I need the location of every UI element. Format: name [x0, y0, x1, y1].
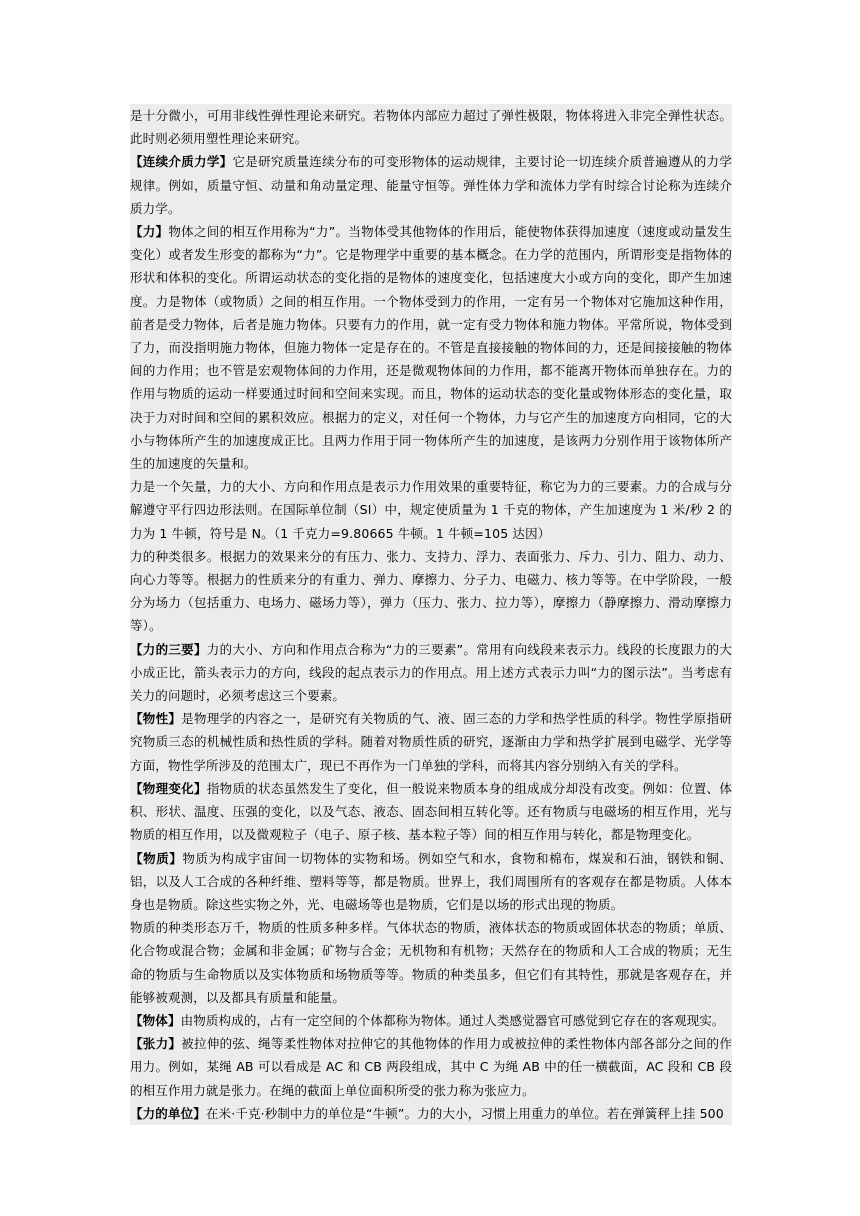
paragraph-force-types: [130, 545, 732, 638]
paragraph-text: 物质为构成宇宙间一切物体的实物和场。例如空气和水，食物和棉布，煤炭和石油，钢铁和铜、铝，以及人工合成的各种纤维、塑料等等，都是物质。世界上，我们周围所有的客观存在都是物质。人体本身也是物质。除这些实物之外，光、电磁场等也是物质，它们是以场的形式出现的物质。: [130, 850, 732, 912]
paragraph-tension: [130, 1032, 732, 1102]
paragraph-force-unit: [130, 1102, 732, 1125]
term-heading: 【力的三要】: [130, 641, 207, 657]
paragraph-text: 物质的种类形态万千，物质的性质多种多样。气体状态的物质，液体状态的物质或固体状态的物质；单质、化合物或混合物；金属和非金属；矿物与合金；无机物和有机物；天然存在的物质和人工合成的物质；无生命的物质与生命物质以及实体物质和场物质等等。物质的种类虽多，但它们有其特性，那就是客观存在，并能够被观测，以及都具有质量和能量。: [130, 920, 732, 1005]
term-heading: 【物理变化】: [130, 780, 207, 796]
paragraph-text: 在米·千克·秒制中力的单位是“牛顿”。力的大小，习惯上用重力的单位。若在弹簧秤上挂 500: [205, 1105, 724, 1121]
term-heading: 【力】: [130, 224, 169, 240]
paragraph-continuation: [130, 104, 732, 150]
paragraph-text: 被拉伸的弦、绳等柔性物体对拉伸它的其他物体的作用力或被拉伸的柔性物体内部各部分之间的作用力。例如，某绳 AB 可以看成是 AC 和 CB 两段组成，其中 C 为绳 AB 中的任一横截面，AC 段和 CB 段的相互作用力就是张力。在绳的截面上单位面积所受的张力称为张应力。: [130, 1036, 732, 1098]
text-block: [130, 104, 732, 1125]
paragraph-properties-of-matter: [130, 707, 732, 777]
paragraph-text: 物体之间的相互作用称为“力”。当物体受其他物体的作用后，能使物体获得加速度（速度或动量发生变化）或者发生形变的都称为“力”。它是物理学中重要的基本概念。在力学的范围内，所谓形变是指物体的形状和体积的变化。所谓运动状态的变化指的是物体的速度变化，包括速度大小或方向的变化，即产生加速度。力是物体（或物质）之间的相互作用。一个物体受到力的作用，一定有另一个物体对它施加这种作用，前者是受力物体，后者是施力物体。只要有力的作用，就一定有受力物体和施力物体。平常所说，物体受到了力，而没指明施力物体，但施力物体一定是存在的。不管是直接接触的物体间的力，还是间接接触的物体间的力作用；也不管是宏观物体间的力作用，还是微观物体间的力作用，都不能离开物体而单独存在。力的作用与物质的运动一样要通过时间和空间来实现。而且，物体的运动状态的变化量或物体形态的变化量，取决于力对时间和空间的累积效应。根据力的定义，对任何一个物体，力与它产生的加速度方向相同，它的大小与物体所产生的加速度成正比。且两力作用于同一物体所产生的加速度，是该两力分别作用于该物体所产生的加速度的矢量和。: [130, 224, 732, 472]
term-heading: 【物体】: [130, 1012, 181, 1028]
term-heading: 【物质】: [130, 850, 183, 866]
paragraph-text: 力是一个矢量，力的大小、方向和作用点是表示力作用效果的重要特征，称它为力的三要素。力的合成与分解遵守平行四边形法则。在国际单位制（SI）中，规定使质量为 1 千克的物体，产生加速度为 1 米/秒 2 的力为 1 牛顿，符号是 N。（1 千克力=9.80665 牛顿。1 牛顿=105 达因）: [130, 479, 732, 541]
paragraph-object: [130, 1009, 732, 1032]
term-heading: 【张力】: [130, 1036, 182, 1052]
term-heading: 【物性】: [130, 711, 182, 727]
term-heading: 【力的单位】: [130, 1105, 206, 1121]
paragraph-text: 是十分微小，可用非线性弹性理论来研究。若物体内部应力超过了弹性极限，物体将进入非完全弹性状态。此时则必须用塑性理论来研究。: [130, 108, 732, 147]
paragraph-three-elements: [130, 638, 732, 708]
paragraph-force: [130, 220, 732, 475]
paragraph-physical-change: [130, 777, 732, 847]
paragraph-text: 指物质的状态虽然发生了变化，但一般说来物质本身的组成成分却没有改变。例如：位置、体积、形状、温度、压强的变化，以及气态、液态、固态间相互转化等。还有物质与电磁场的相互作用，光与物质的相互作用，以及微观粒子（电子、原子核、基本粒子等）间的相互作用与转化，都是物理变化。: [130, 780, 732, 843]
paragraph-text: 是物理学的内容之一，是研究有关物质的气、液、固三态的力学和热学性质的科学。物性学原指研究物质三态的机械性质和热性质的学科。随着对物质性质的研究，逐渐由力学和热学扩展到电磁学、光学等方面，物性学所涉及的范围太广，现已不再作为一门单独的学科，而将其内容分别纳入有关的学科。: [130, 711, 732, 773]
paragraph-text: 由物质构成的，占有一定空间的个体都称为物体。通过人类感觉器官可感觉到它存在的客观现实。: [180, 1012, 725, 1028]
paragraph-force-vector: [130, 475, 732, 545]
paragraph-text: 它是研究质量连续分布的可变形物体的运动规律，主要讨论一切连续介质普遍遵从的力学规律。例如，质量守恒、动量和角动量定理、能量守恒等。弹性体力学和流体力学有时综合讨论称为连续介质力学。: [130, 154, 732, 216]
term-heading: 【连续介质力学】: [130, 154, 233, 170]
paragraph-matter: [130, 847, 732, 917]
paragraph-text: 力的大小、方向和作用点合称为“力的三要素”。常用有向线段来表示力。线段的长度跟力的大小成正比，箭头表示力的方向，线段的起点表示力的作用点。用上述方式表示力叫“力的图示法”。当考虑有关力的问题时，必须考虑这三个要素。: [130, 641, 732, 704]
paragraph-matter-types: [130, 916, 732, 1009]
paragraph-text: 力的种类很多。根据力的效果来分的有压力、张力、支持力、浮力、表面张力、斥力、引力、阻力、动力、向心力等等。根据力的性质来分的有重力、弹力、摩擦力、分子力、电磁力、核力等等。在中学阶段，一般分为场力（包括重力、电场力、磁场力等），弹力（压力、张力、拉力等），摩擦力（静摩擦力、滑动摩擦力等）。: [130, 548, 732, 634]
paragraph-continuum-mechanics: [130, 150, 732, 220]
